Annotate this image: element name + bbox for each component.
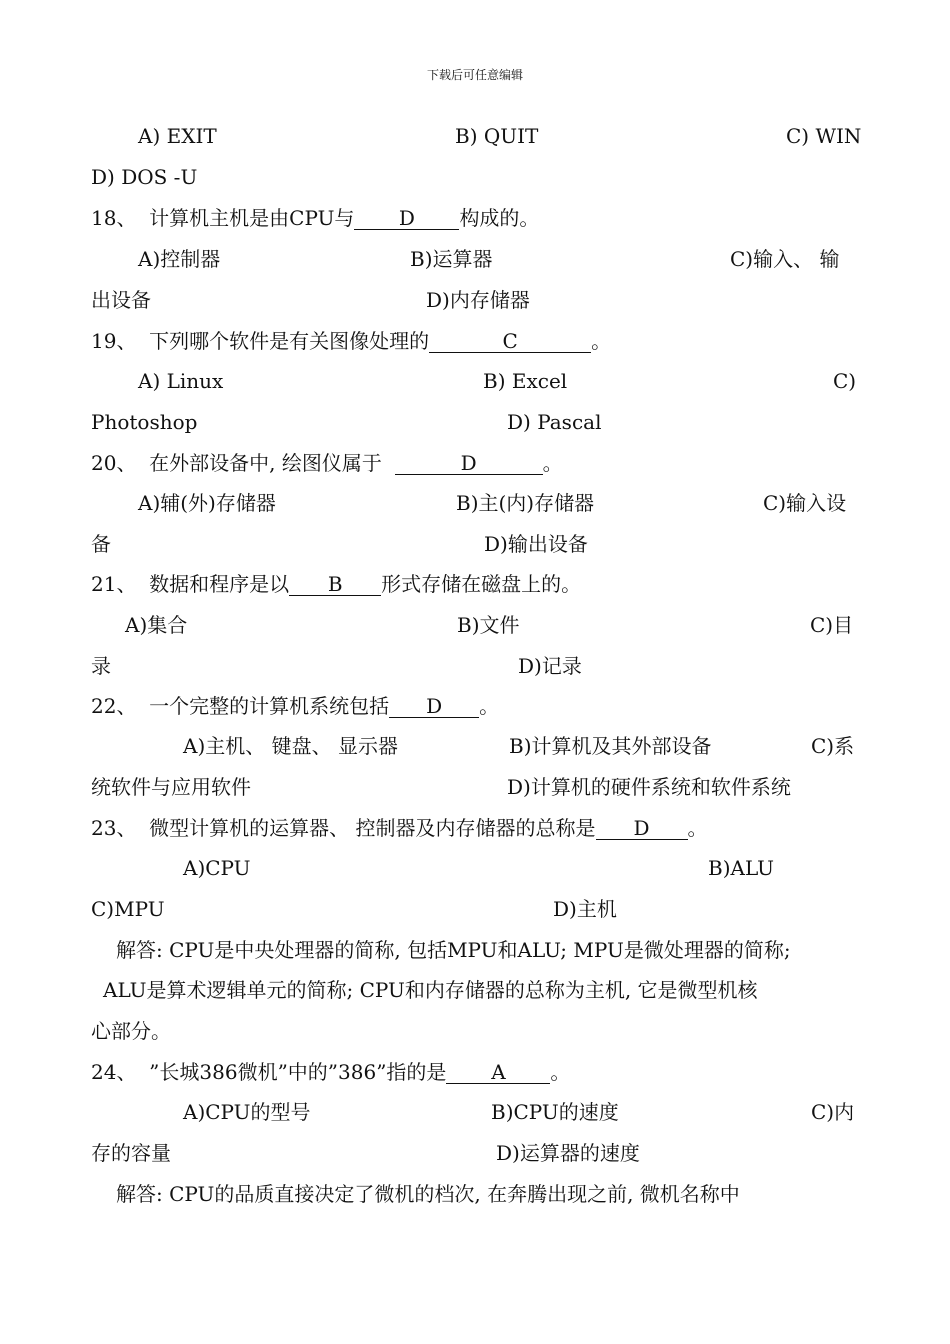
question-21 [91,572,581,596]
question-text-end: 。 [591,329,612,353]
question-text-end: 。 [687,816,708,840]
q23-explanation-line-2: ALU是算术逻辑单元的简称; CPU和内存储器的总称为主机, 它是微型机核 [103,978,758,1002]
answer-blank: A [446,1061,550,1084]
q20-option-a: A)辅(外)存储器 [138,491,276,515]
question-number: 21、 [91,572,137,596]
q23-explanation-line-3: 心部分。 [91,1019,171,1043]
q23-option-c: C)MPU [91,897,165,921]
page-header: 下载后可任意编辑 [426,68,523,82]
question-text: 在外部设备中, 绘图仪属于 [149,451,382,475]
q17-option-a: A) EXIT [138,124,217,148]
question-text: 数据和程序是以 [149,572,290,596]
q22-option-d: D)计算机的硬件系统和软件系统 [507,775,791,799]
question-text: 下列哪个软件是有关图像处理的 [149,329,430,353]
q19-option-c-cont: Photoshop [91,410,198,434]
question-23 [91,816,708,840]
question-text: 计算机主机是由CPU与 [149,206,355,230]
question-19 [91,329,611,353]
q20-option-b: B)主(内)存储器 [456,491,595,515]
answer-blank: C [429,330,591,353]
question-text: ”长城386微机”中的”386”指的是 [149,1060,447,1084]
q19-option-c: C) [833,369,857,393]
question-number: 23、 [91,816,137,840]
question-number: 18、 [91,206,137,230]
q19-option-d: D) Pascal [507,410,602,434]
q24-option-b: B)CPU的速度 [491,1100,619,1124]
q21-option-d: D)记录 [518,654,582,678]
question-24 [91,1060,570,1084]
q20-option-c: C)输入设 [763,491,847,515]
question-text: 微型计算机的运算器、 控制器及内存储器的总称是 [149,816,596,840]
q24-option-c: C)内 [811,1100,855,1124]
q24-option-c-cont: 存的容量 [91,1141,171,1165]
question-text-end: 。 [479,694,500,718]
question-text: 一个完整的计算机系统包括 [149,694,390,718]
q21-option-c: C)目 [810,613,854,637]
q19-option-b: B) Excel [483,369,568,393]
q24-option-d: D)运算器的速度 [496,1141,640,1165]
q18-option-c-cont: 出设备 [91,288,151,312]
answer-blank: B [289,573,381,596]
answer-blank: D [596,817,688,840]
q18-option-c: C)输入、 输 [730,247,840,271]
q20-option-c-cont: 备 [91,532,111,556]
q23-option-a: A)CPU [183,856,251,880]
answer-blank: D [354,207,459,230]
q18-option-d: D)内存储器 [426,288,530,312]
question-text-end: 构成的。 [459,206,540,230]
q17-option-c: C) WIN [786,124,862,148]
q23-option-b: B)ALU [708,856,774,880]
q21-option-c-cont: 录 [91,654,111,678]
question-text-end: 形式存储在磁盘上的。 [381,572,582,596]
q22-option-c-cont: 统软件与应用软件 [91,775,251,799]
question-22 [91,694,499,718]
question-20 [91,451,563,475]
q21-option-b: B)文件 [457,613,520,637]
question-number: 19、 [91,329,137,353]
q19-option-a: A) Linux [138,369,224,393]
q24-option-a: A)CPU的型号 [183,1100,311,1124]
q22-option-c: C)系 [811,734,855,758]
q23-explanation-line-1: 解答: CPU是中央处理器的简称, 包括MPU和ALU; MPU是微处理器的简称; [116,938,791,962]
question-number: 20、 [91,451,137,475]
question-number: 24、 [91,1060,137,1084]
answer-blank: D [395,452,543,475]
question-text-end: 。 [550,1060,571,1084]
question-text-end: 。 [542,451,563,475]
q18-option-b: B)运算器 [410,247,493,271]
q24-explanation-line-1: 解答: CPU的品质直接决定了微机的档次, 在奔腾出现之前, 微机名称中 [116,1182,740,1206]
q18-option-a: A)控制器 [138,247,221,271]
q20-option-d: D)输出设备 [484,532,588,556]
answer-blank: D [389,695,479,718]
q23-option-d: D)主机 [553,897,617,921]
q17-option-d: D) DOS -U [91,165,198,189]
question-18 [91,206,539,230]
q17-option-b: B) QUIT [455,124,539,148]
q21-option-a: A)集合 [125,613,188,637]
question-number: 22、 [91,694,137,718]
q22-option-a: A)主机、 键盘、 显示器 [183,734,398,758]
q22-option-b: B)计算机及其外部设备 [509,734,712,758]
